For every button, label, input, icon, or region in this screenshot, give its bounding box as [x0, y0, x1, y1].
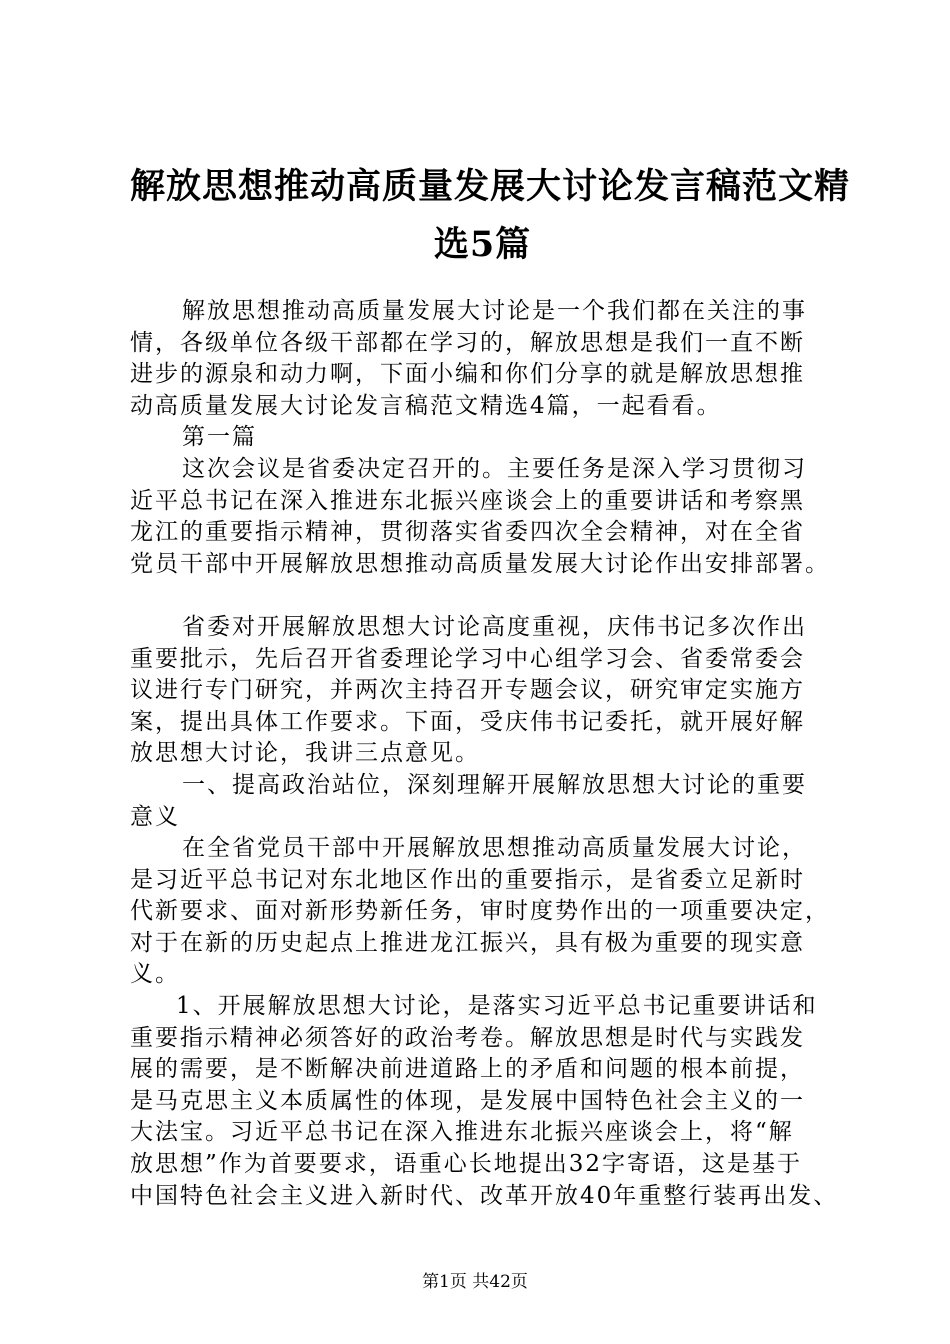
paragraph-line: 义。 — [130, 961, 180, 988]
paragraph-line: 是马克思主义本质属性的体现，是发展中国特色社会主义的一 — [130, 1087, 805, 1114]
document-page — [130, 0, 851, 1344]
paragraph-line: 动高质量发展大讨论发言稿范文精选4篇，一起看看。 — [130, 392, 722, 419]
paragraph-line: 放思想”作为首要要求，语重心长地提出32字寄语，这是基于 — [130, 1151, 803, 1178]
document-title — [130, 158, 851, 274]
paragraph-spacer — [130, 580, 835, 612]
paragraph-line: 代新要求、面对新形势新任务，审时度势作出的一项重要决定， — [130, 898, 830, 925]
paragraph-line: 是习近平总书记对东北地区作出的重要指示，是省委立足新时 — [130, 866, 805, 893]
paragraph-line: 这次会议是省委决定召开的。主要任务是深入学习贯彻习 — [182, 455, 807, 482]
paragraph-line: 近平总书记在深入推进东北振兴座谈会上的重要讲话和考察黑 — [130, 487, 805, 514]
paragraph-line: 1、开展解放思想大讨论，是落实习近平总书记重要讲话和 — [176, 993, 818, 1020]
paragraph-line: 情，各级单位各级干部都在学习的，解放思想是我们一直不断 — [130, 329, 805, 356]
paragraph-line: 省委对开展解放思想大讨论高度重视，庆伟书记多次作出 — [182, 613, 807, 640]
document-body — [130, 296, 839, 1212]
section-heading: 第一篇 — [182, 424, 257, 451]
paragraph-line: 放思想大讨论，我讲三点意见。 — [130, 740, 480, 767]
paragraph-line: 重要批示，先后召开省委理论学习中心组学习会、省委常委会 — [130, 645, 805, 672]
subheading-line: 意义 — [130, 803, 180, 830]
page-footer: 第1页 共42页 — [422, 1272, 528, 1292]
title-line-2: 选5篇 — [433, 224, 532, 265]
paragraph-line: 龙江的重要指示精神，贯彻落实省委四次全会精神，对在全省 — [130, 519, 805, 546]
title-line-1: 解放思想推动高质量发展大讨论发言稿范文精 — [130, 166, 851, 207]
paragraph-line: 议进行专门研究，并两次主持召开专题会议，研究审定实施方 — [130, 677, 805, 704]
paragraph-line: 党员干部中开展解放思想推动高质量发展大讨论作出安排部署。 — [130, 550, 830, 577]
paragraph-line: 在全省党员干部中开展解放思想推动高质量发展大讨论， — [182, 835, 807, 862]
paragraph-line: 对于在新的历史起点上推进龙江振兴，具有极为重要的现实意 — [130, 929, 805, 956]
subheading-line: 一、提高政治站位，深刻理解开展解放思想大讨论的重要 — [182, 771, 807, 798]
paragraph-line: 案，提出具体工作要求。下面，受庆伟书记委托，就开展好解 — [130, 708, 805, 735]
paragraph-line: 重要指示精神必须答好的政治考卷。解放思想是时代与实践发 — [130, 1024, 805, 1051]
paragraph-line: 解放思想推动高质量发展大讨论是一个我们都在关注的事 — [182, 298, 807, 324]
paragraph-line: 展的需要，是不断解决前进道路上的矛盾和问题的根本前提， — [130, 1056, 805, 1083]
paragraph-line: 大法宝。习近平总书记在深入推进东北振兴座谈会上，将“解 — [130, 1119, 794, 1146]
paragraph-line: 中国特色社会主义进入新时代、改革开放40年重整行装再出发、 — [130, 1182, 839, 1209]
paragraph-line: 进步的源泉和动力啊，下面小编和你们分享的就是解放思想推 — [130, 361, 805, 388]
